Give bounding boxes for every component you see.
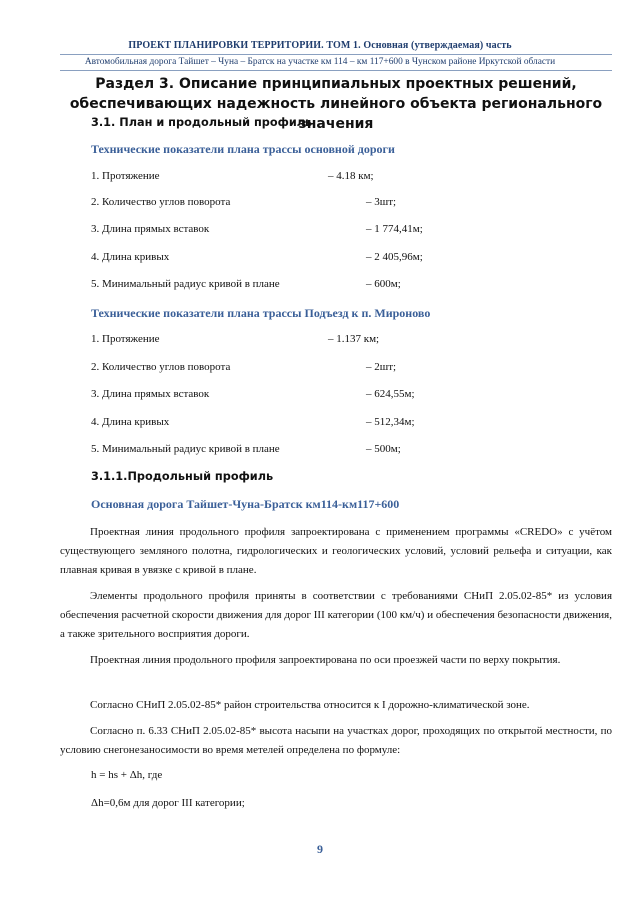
main-road-row-label: 4. Длина кривых	[91, 251, 170, 263]
main-road-row-value: – 3шт;	[366, 196, 397, 208]
profile-heading: 3.1.1.Продольный профиль	[91, 470, 274, 483]
access-road-row-label: 3. Длина прямых вставок	[91, 388, 210, 400]
section-title-line-1: Раздел 3. Описание принципиальных проектных решений,	[95, 76, 577, 92]
main-road-row-label: 3. Длина прямых вставок	[91, 223, 210, 235]
formula-note: Δh=0,6м для дорог III категории;	[91, 797, 245, 809]
header-divider-bottom	[60, 70, 612, 71]
main-road-row-value: – 1 774,41м;	[366, 223, 423, 235]
main-road-row-label: 2. Количество углов поворота	[91, 196, 231, 208]
paragraph-text: Согласно п. 6.33 СНиП 2.05.02-85* высота насыпи на участках дорог, проходящих по открытой местности, по условию снегонезаносимости во время метелей определена по формуле:	[60, 725, 612, 756]
access-road-row-value: – 2шт;	[366, 361, 397, 373]
paragraph	[60, 696, 612, 715]
access-road-row-value: – 624,55м;	[366, 388, 415, 400]
paragraph-text: Согласно СНиП 2.05.02-85* район строительства относится к I дорожно-климатической зоне.	[90, 699, 530, 711]
access-road-row-label: 2. Количество углов поворота	[91, 361, 231, 373]
paragraph	[60, 722, 612, 760]
paragraph	[60, 651, 612, 670]
section-title-line-2: обеспечивающих надежность линейного объекта регионального значения	[69, 96, 603, 132]
access-road-row-label: 5. Минимальный радиус кривой в плане	[91, 443, 280, 455]
access-road-row-value: – 500м;	[366, 443, 401, 455]
paragraph	[60, 587, 612, 644]
main-road-row-label: 5. Минимальный радиус кривой в плане	[91, 278, 280, 290]
paragraph-text: Проектная линия продольного профиля запроектирована по оси проезжей части по верху покрытия.	[90, 654, 561, 666]
access-road-row-value: – 1.137 км;	[328, 333, 380, 345]
document-header-subtitle: Автомобильная дорога Тайшет – Чуна – Братск на участке км 114 – км 117+600 в Чунском районе Иркутской области	[84, 57, 556, 67]
paragraph	[60, 523, 612, 580]
profile-road-heading: Основная дорога Тайшет-Чуна-Братск км114-км117+600	[91, 497, 400, 511]
subsection-heading: 3.1. План и продольный профиль	[91, 116, 313, 129]
access-road-heading: Технические показатели плана трассы Подъезд к п. Мироново	[91, 306, 431, 320]
header-divider	[60, 54, 612, 55]
main-road-row-value: – 600м;	[366, 278, 401, 290]
main-road-heading: Технические показатели плана трассы основной дороги	[91, 142, 395, 156]
access-road-row-label: 4. Длина кривых	[91, 416, 170, 428]
paragraph-text: Проектная линия продольного профиля запроектирована с применением программы «CREDO» с учётом существующего земляного полотна, гидрологических и геологических условий, условий рельефа и ситуации, как плавная кривая в увязке с кривой в плане.	[60, 526, 612, 576]
document-header-title: ПРОЕКТ ПЛАНИРОВКИ ТЕРРИТОРИИ. ТОМ 1. Основная (утверждаемая) часть	[128, 40, 512, 51]
access-road-row-label: 1. Протяжение	[91, 333, 160, 345]
formula: h = hs + Δh, где	[91, 769, 163, 781]
access-road-row-value: – 512,34м;	[366, 416, 415, 428]
main-road-row-value: – 2 405,96м;	[366, 251, 423, 263]
main-road-row-value: – 4.18 км;	[328, 170, 374, 182]
main-road-row-label: 1. Протяжение	[91, 170, 160, 182]
page-number: 9	[317, 842, 323, 856]
paragraph-text: Элементы продольного профиля приняты в соответствии с требованиями СНиП 2.05.02-85* из условия обеспечения расчетной скорости движения для дорог III категории (100 км/ч) и обеспечения безопасности движения, а также зрительного восприятия дороги.	[60, 590, 612, 640]
